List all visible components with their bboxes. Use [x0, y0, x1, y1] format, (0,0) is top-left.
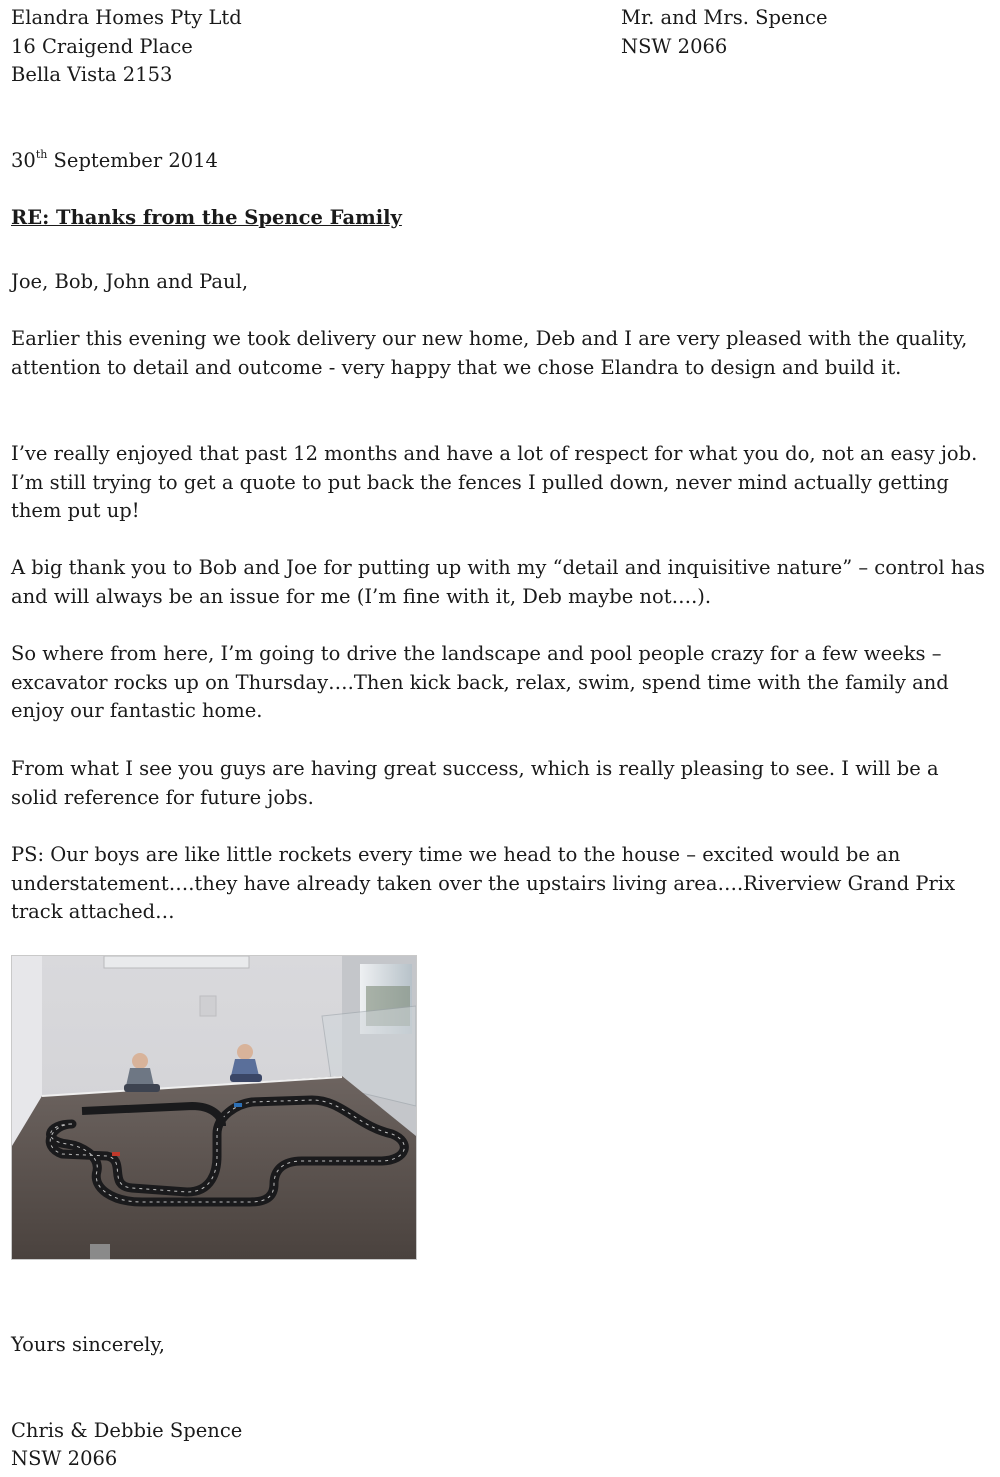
letter-subject: RE: Thanks from the Spence Family	[11, 206, 402, 229]
letter-date	[11, 147, 218, 176]
sender-street: 16 Craigend Place	[11, 35, 193, 58]
paragraph-3: A big thank you to Bob and Joe for putting up with my “detail and inquisitive nature” – control has and will always be an issue for me (I’m fine with it, Deb maybe not….).	[11, 556, 986, 608]
date-day: 30	[11, 149, 36, 172]
paragraph-1: Earlier this evening we took delivery our new home, Deb and I are very pleased with the quality, attention to detail and outcome - very happy that we chose Elandra to design and build it.	[11, 327, 968, 379]
date-suffix: th	[35, 147, 48, 161]
paragraph-2: I’ve really enjoyed that past 12 months and have a lot of respect for what you do, not an easy job. I’m still trying to get a quote to put back the fences I pulled down, never mind actually getting them put up!	[11, 442, 978, 523]
salutation: Joe, Bob, John and Paul,	[11, 270, 249, 293]
recipient-name: Mr. and Mrs. Spence	[621, 6, 828, 29]
signature-state: NSW 2066	[11, 1447, 118, 1470]
date-rest: September 2014	[47, 149, 218, 172]
race-track-photo	[11, 955, 417, 1260]
closing: Yours sincerely,	[11, 1333, 165, 1356]
sender-company: Elandra Homes Pty Ltd	[11, 6, 242, 29]
paragraph-5: From what I see you guys are having great success, which is really pleasing to see. I will be a solid reference for future jobs.	[11, 757, 939, 809]
paragraph-ps: PS: Our boys are like little rockets every time we head to the house – excited would be an understatement….they have already taken over the upstairs living area….Riverview Grand Prix track attached…	[11, 843, 956, 924]
paragraph-4: So where from here, I’m going to drive the landscape and pool people crazy for a few weeks – excavator rocks up on Thursday….Then kick back, relax, swim, spend time with the family and enjoy our fantastic home.	[11, 642, 949, 723]
recipient-state: NSW 2066	[621, 35, 728, 58]
sender-suburb: Bella Vista 2153	[11, 63, 173, 86]
signature-names: Chris & Debbie Spence	[11, 1419, 243, 1442]
race-track-photo-image	[12, 956, 416, 1259]
